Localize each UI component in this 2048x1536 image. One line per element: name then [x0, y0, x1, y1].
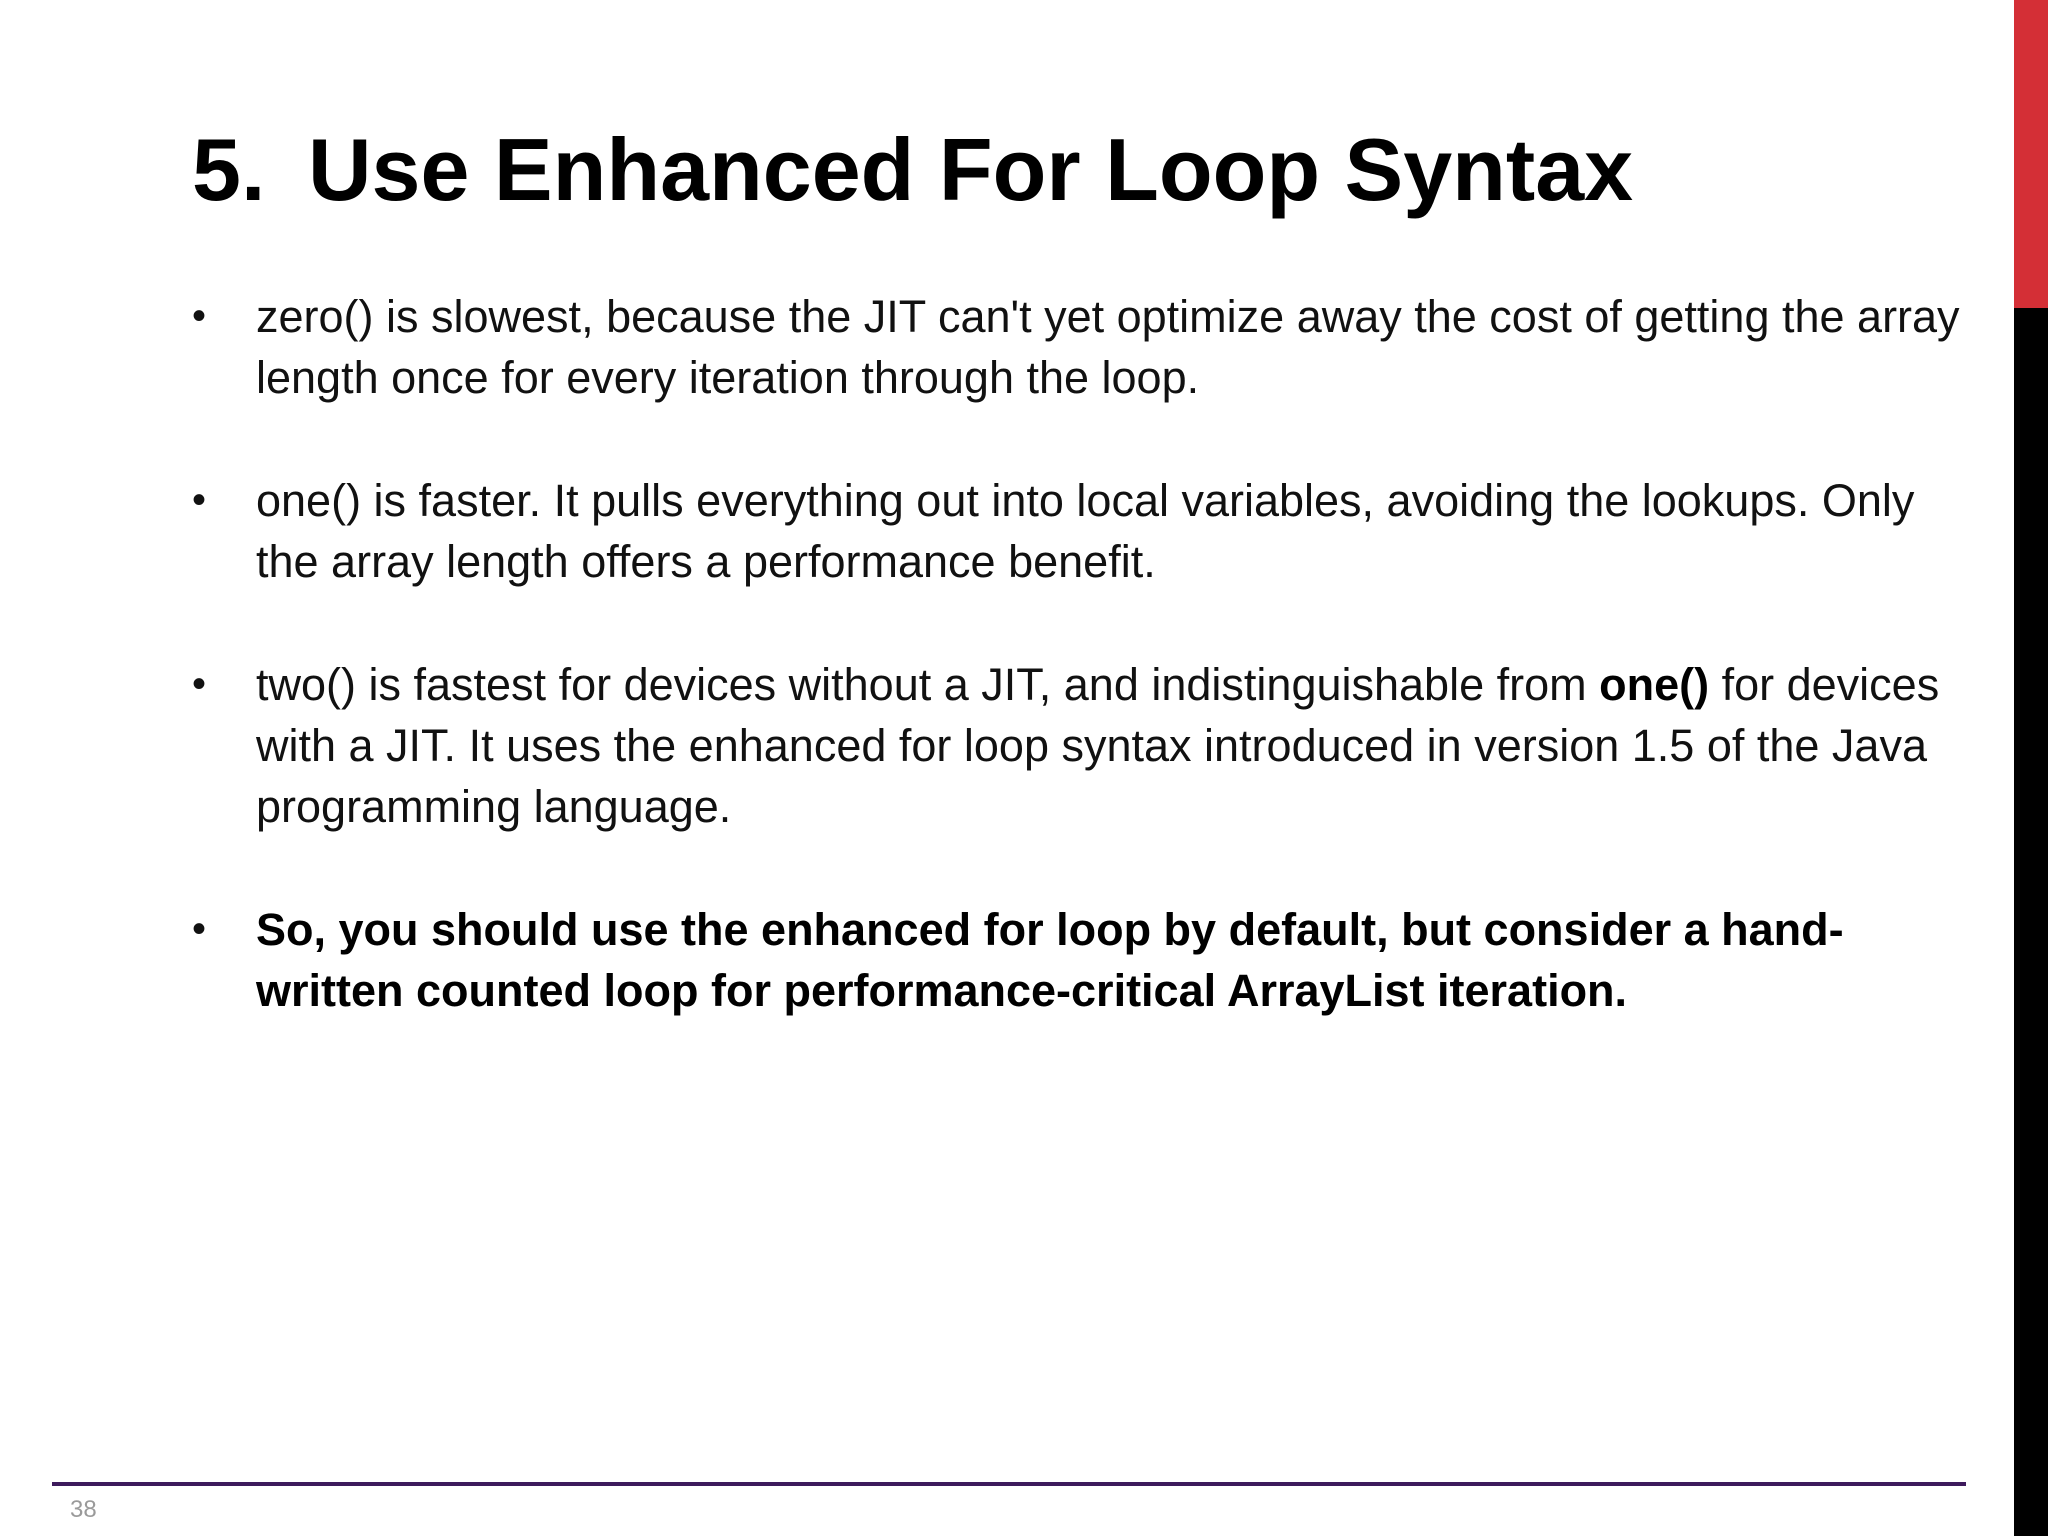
slide-title-number: 5.	[192, 120, 266, 219]
bullet-list	[192, 286, 1972, 1083]
bullet-dot: •	[192, 294, 207, 338]
bullet-text: one() is faster. It pulls everything out into local variables, avoiding the lookups. Only the array length offers a performance benefit.	[256, 475, 1915, 587]
accent-bar-red	[2014, 0, 2048, 308]
bullet-item-conclusion	[192, 899, 1972, 1021]
footer-divider	[52, 1482, 1966, 1486]
bullet-text-end: for devices with a JIT. It uses the enhanced for loop syntax introduced in version 1.5 of the Java programming language.	[256, 659, 1940, 832]
bullet-text-emphasis: one()	[1599, 659, 1710, 710]
bullet-item	[192, 654, 1972, 837]
bullet-dot: •	[192, 907, 207, 951]
accent-bar-black	[2014, 308, 2048, 1536]
slide-title-text: Use Enhanced For Loop Syntax	[308, 120, 1634, 219]
bullet-item	[192, 286, 1972, 408]
bullet-text: zero() is slowest, because the JIT can't yet optimize away the cost of getting the array length once for every iteration through the loop.	[256, 291, 1960, 403]
slide-title	[192, 118, 1633, 222]
bullet-text	[256, 654, 1972, 837]
bullet-dot: •	[192, 662, 207, 706]
page-number: 38	[70, 1496, 97, 1523]
bullet-text-start: two() is fastest for devices without a JIT, and indistinguishable from	[256, 659, 1600, 710]
bullet-dot: •	[192, 478, 207, 522]
bullet-text: So, you should use the enhanced for loop by default, but consider a hand-written counted loop for performance-critical ArrayList iteration.	[256, 904, 1844, 1016]
bullet-item	[192, 470, 1972, 592]
